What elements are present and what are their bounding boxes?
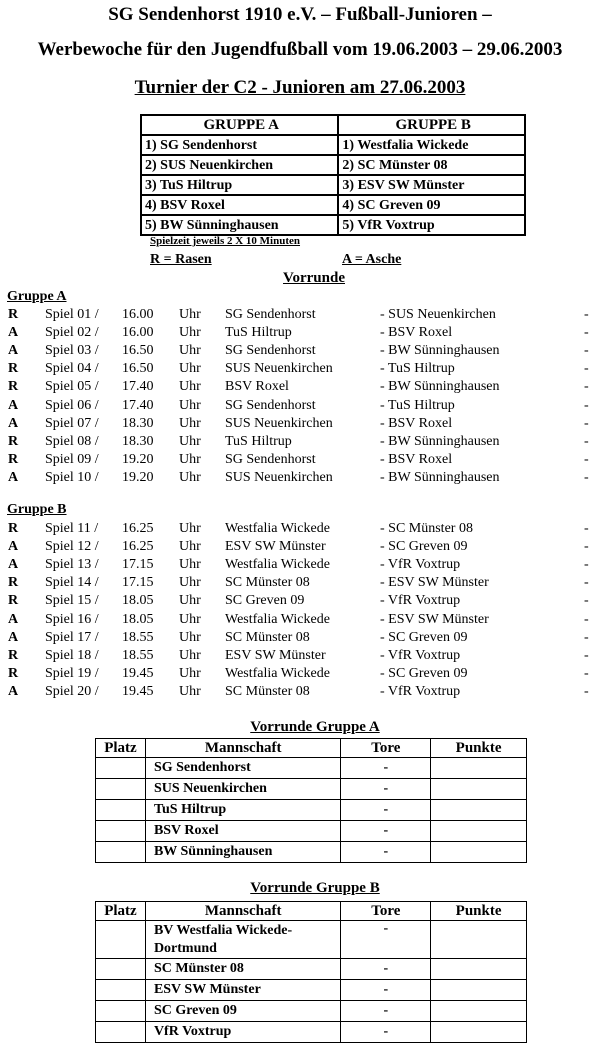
match-row [0,306,600,324]
away-team: - VfR Voxtrup [380,683,461,699]
match-row [0,451,600,469]
tore-cell: - [341,980,431,1001]
team-cell: ESV SW Münster [145,980,340,1001]
match-number: Spiel 14 / [45,575,99,591]
punkte-cell [431,1022,527,1043]
group-a-team: 1) SG Sendenhorst [141,135,338,155]
match-row [0,538,600,556]
field-flag: R [8,665,19,681]
result-dash: - [584,629,589,645]
match-time: 18.55 [122,647,154,663]
group-b-header: GRUPPE B [338,115,525,135]
match-row [0,574,600,592]
match-time: 16.00 [122,325,154,341]
match-number: Spiel 04 / [45,361,99,377]
result-dash: - [584,397,589,413]
tore-cell: - [341,921,431,959]
uhr-label: Uhr [179,415,201,431]
platz-cell [96,980,146,1001]
away-team: - TuS Hiltrup [380,361,455,377]
punkte-cell [431,842,527,863]
away-team: - BW Sünninghausen [380,433,500,449]
field-flag: R [8,647,19,663]
match-row [0,611,600,629]
field-flag: R [8,521,19,536]
field-flag: A [8,415,19,431]
standings-a-title: Vorrunde Gruppe A [250,719,380,735]
field-flag: A [8,557,19,573]
col-mannschaft: Mannschaft [145,902,340,921]
platz-cell [96,758,146,779]
group-b-title: Gruppe B [7,502,67,517]
uhr-label: Uhr [179,539,201,555]
standings-a-table [95,738,527,863]
team-cell: SUS Neuenkirchen [145,779,341,800]
result-dash: - [584,343,589,359]
match-row [0,378,600,396]
home-team: Westfalia Wickede [225,557,330,573]
result-dash: - [584,647,589,663]
field-flag: R [8,307,19,322]
result-dash: - [584,665,589,681]
match-time: 17.40 [122,379,154,395]
result-dash: - [584,325,589,341]
match-number: Spiel 17 / [45,629,99,645]
result-dash: - [584,361,589,377]
field-flag: R [8,593,19,609]
match-row [0,360,600,378]
match-time: 19.45 [122,683,154,699]
match-number: Spiel 08 / [45,433,99,449]
punkte-cell [431,980,527,1001]
vorrunde-heading: Vorrunde [283,270,345,286]
away-team: - BSV Roxel [380,325,453,341]
match-row [0,592,600,610]
result-dash: - [584,307,589,322]
legend-rasen: R = Rasen [150,252,212,267]
match-number: Spiel 12 / [45,539,99,555]
away-team: - SC Münster 08 [380,521,473,536]
away-team: - VfR Voxtrup [380,647,461,663]
match-time: 18.05 [122,611,154,627]
platz-cell [96,1001,146,1022]
standings-b-table [95,901,527,1043]
home-team: SUS Neuenkirchen [225,415,333,431]
field-flag: R [8,451,19,467]
tore-cell: - [341,1022,431,1043]
platz-cell [96,1022,146,1043]
result-dash: - [584,469,589,485]
field-flag: A [8,611,19,627]
home-team: SG Sendenhorst [225,451,316,467]
col-punkte: Punkte [431,902,527,921]
uhr-label: Uhr [179,575,201,591]
punkte-cell [431,959,527,980]
tore-cell: - [341,758,431,779]
match-time: 17.15 [122,575,154,591]
away-team: - VfR Voxtrup [380,593,461,609]
result-dash: - [584,379,589,395]
platz-cell [96,842,146,863]
match-row [0,415,600,433]
match-time: 18.55 [122,629,154,645]
home-team: SC Münster 08 [225,629,310,645]
match-time: 16.50 [122,343,154,359]
team-cell: VfR Voxtrup [145,1022,340,1043]
uhr-label: Uhr [179,325,201,341]
match-time: 16.25 [122,521,154,536]
field-flag: A [8,539,19,555]
team-cell: TuS Hiltrup [145,800,341,821]
match-number: Spiel 10 / [45,469,99,485]
match-number: Spiel 02 / [45,325,99,341]
match-row [0,397,600,415]
match-number: Spiel 06 / [45,397,99,413]
away-team: - TuS Hiltrup [380,397,455,413]
col-mannschaft: Mannschaft [145,739,341,758]
platz-cell [96,821,146,842]
tore-cell: - [341,779,431,800]
field-flag: A [8,683,19,699]
match-time: 16.00 [122,307,154,322]
match-time: 17.15 [122,557,154,573]
uhr-label: Uhr [179,647,201,663]
home-team: SC Greven 09 [225,593,305,609]
match-number: Spiel 16 / [45,611,99,627]
field-flag: A [8,325,19,341]
result-dash: - [584,521,589,536]
away-team: - ESV SW Münster [380,575,489,591]
tournament-title [0,77,600,99]
field-flag: R [8,379,19,395]
punkte-cell [431,758,527,779]
away-team: - SC Greven 09 [380,629,468,645]
away-team: - SUS Neuenkirchen [380,307,496,322]
field-flag: R [8,575,19,591]
home-team: BSV Roxel [225,379,289,395]
team-cell: BSV Roxel [145,821,341,842]
home-team: ESV SW Münster [225,539,326,555]
platz-cell [96,800,146,821]
home-team: SG Sendenhorst [225,307,316,322]
match-time: 16.50 [122,361,154,377]
match-time: 16.25 [122,539,154,555]
uhr-label: Uhr [179,593,201,609]
away-team: - SC Greven 09 [380,665,468,681]
field-flag: A [8,469,19,485]
match-row [0,683,600,701]
group-b-team: 4) SC Greven 09 [338,195,525,215]
match-time: 18.30 [122,433,154,449]
result-dash: - [584,575,589,591]
legend-asche: A = Asche [342,252,402,267]
uhr-label: Uhr [179,521,201,536]
punkte-cell [431,800,527,821]
punkte-cell [431,921,527,959]
uhr-label: Uhr [179,629,201,645]
away-team: - BW Sünninghausen [380,469,500,485]
col-tore: Tore [341,902,431,921]
punkte-cell [431,1001,527,1022]
match-time: 19.20 [122,451,154,467]
home-team: SC Münster 08 [225,575,310,591]
away-team: - VfR Voxtrup [380,557,461,573]
platz-cell [96,779,146,800]
team-cell: SC Münster 08 [145,959,340,980]
home-team: SUS Neuenkirchen [225,361,333,377]
home-team: ESV SW Münster [225,647,326,663]
match-row [0,324,600,342]
match-row [0,433,600,451]
field-flag: A [8,397,19,413]
group-b-team: 5) VfR Voxtrup [338,215,525,235]
match-time: 19.20 [122,469,154,485]
home-team: SG Sendenhorst [225,343,316,359]
home-team: SUS Neuenkirchen [225,469,333,485]
match-number: Spiel 18 / [45,647,99,663]
uhr-label: Uhr [179,343,201,359]
field-flag: A [8,343,19,359]
match-number: Spiel 05 / [45,379,99,395]
away-team: - BSV Roxel [380,451,453,467]
uhr-label: Uhr [179,557,201,573]
tore-cell: - [341,821,431,842]
match-number: Spiel 07 / [45,415,99,431]
match-number: Spiel 15 / [45,593,99,609]
group-a-team: 4) BSV Roxel [141,195,338,215]
doc-subtitle: Werbewoche für den Jugendfußball vom 19.06.2003 – 29.06.2003 [37,39,563,60]
tournament-title-text: Turnier der C2 - Junioren am 27.06.2003 [134,77,466,98]
uhr-label: Uhr [179,683,201,699]
playtime-note: Spielzeit jeweils 2 X 10 Minuten [150,235,301,247]
match-number: Spiel 11 / [45,521,99,536]
result-dash: - [584,415,589,431]
group-a-header: GRUPPE A [141,115,338,135]
away-team: - BSV Roxel [380,415,453,431]
uhr-label: Uhr [179,451,201,467]
match-time: 19.45 [122,665,154,681]
match-time: 17.40 [122,397,154,413]
col-platz: Platz [96,739,146,758]
group-a-title: Gruppe A [7,289,67,304]
team-cell: SC Greven 09 [145,1001,340,1022]
uhr-label: Uhr [179,469,201,485]
field-flag: R [8,361,19,377]
match-row [0,647,600,665]
home-team: TuS Hiltrup [225,433,292,449]
match-row [0,469,600,487]
match-number: Spiel 20 / [45,683,99,699]
match-number: Spiel 01 / [45,307,99,322]
match-row [0,342,600,360]
uhr-label: Uhr [179,665,201,681]
result-dash: - [584,557,589,573]
uhr-label: Uhr [179,397,201,413]
group-a-team: 2) SUS Neuenkirchen [141,155,338,175]
team-cell: BW Sünninghausen [145,842,341,863]
groups-table [140,114,526,236]
result-dash: - [584,433,589,449]
col-punkte: Punkte [431,739,527,758]
platz-cell [96,921,146,959]
match-time: 18.05 [122,593,154,609]
group-b-team: 1) Westfalia Wickede [338,135,525,155]
away-team: - SC Greven 09 [380,539,468,555]
result-dash: - [584,683,589,699]
field-flag: R [8,433,19,449]
result-dash: - [584,611,589,627]
result-dash: - [584,539,589,555]
platz-cell [96,959,146,980]
away-team: - BW Sünninghausen [380,343,500,359]
match-row [0,520,600,538]
home-team: TuS Hiltrup [225,325,292,341]
home-team: Westfalia Wickede [225,521,330,536]
uhr-label: Uhr [179,611,201,627]
team-cell: SG Sendenhorst [145,758,341,779]
uhr-label: Uhr [179,379,201,395]
punkte-cell [431,779,527,800]
result-dash: - [584,593,589,609]
match-number: Spiel 03 / [45,343,99,359]
match-row [0,556,600,574]
group-b-team: 2) SC Münster 08 [338,155,525,175]
home-team: SG Sendenhorst [225,397,316,413]
group-b-team: 3) ESV SW Münster [338,175,525,195]
col-platz: Platz [96,902,146,921]
match-time: 18.30 [122,415,154,431]
tore-cell: - [341,959,431,980]
tore-cell: - [341,1001,431,1022]
tore-cell: - [341,800,431,821]
match-row [0,629,600,647]
standings-b-title: Vorrunde Gruppe B [250,880,380,896]
home-team: SC Münster 08 [225,683,310,699]
group-a-team: 3) TuS Hiltrup [141,175,338,195]
home-team: Westfalia Wickede [225,665,330,681]
match-number: Spiel 19 / [45,665,99,681]
away-team: - BW Sünninghausen [380,379,500,395]
result-dash: - [584,451,589,467]
match-row [0,665,600,683]
doc-title: SG Sendenhorst 1910 e.V. – Fußball-Junioren – [108,4,492,25]
field-flag: A [8,629,19,645]
match-number: Spiel 13 / [45,557,99,573]
uhr-label: Uhr [179,361,201,377]
uhr-label: Uhr [179,433,201,449]
match-number: Spiel 09 / [45,451,99,467]
group-a-team: 5) BW Sünninghausen [141,215,338,235]
away-team: - ESV SW Münster [380,611,489,627]
tore-cell: - [341,842,431,863]
uhr-label: Uhr [179,307,201,322]
team-cell: BV Westfalia Wickede-Dortmund [145,921,340,959]
home-team: Westfalia Wickede [225,611,330,627]
punkte-cell [431,821,527,842]
col-tore: Tore [341,739,431,758]
